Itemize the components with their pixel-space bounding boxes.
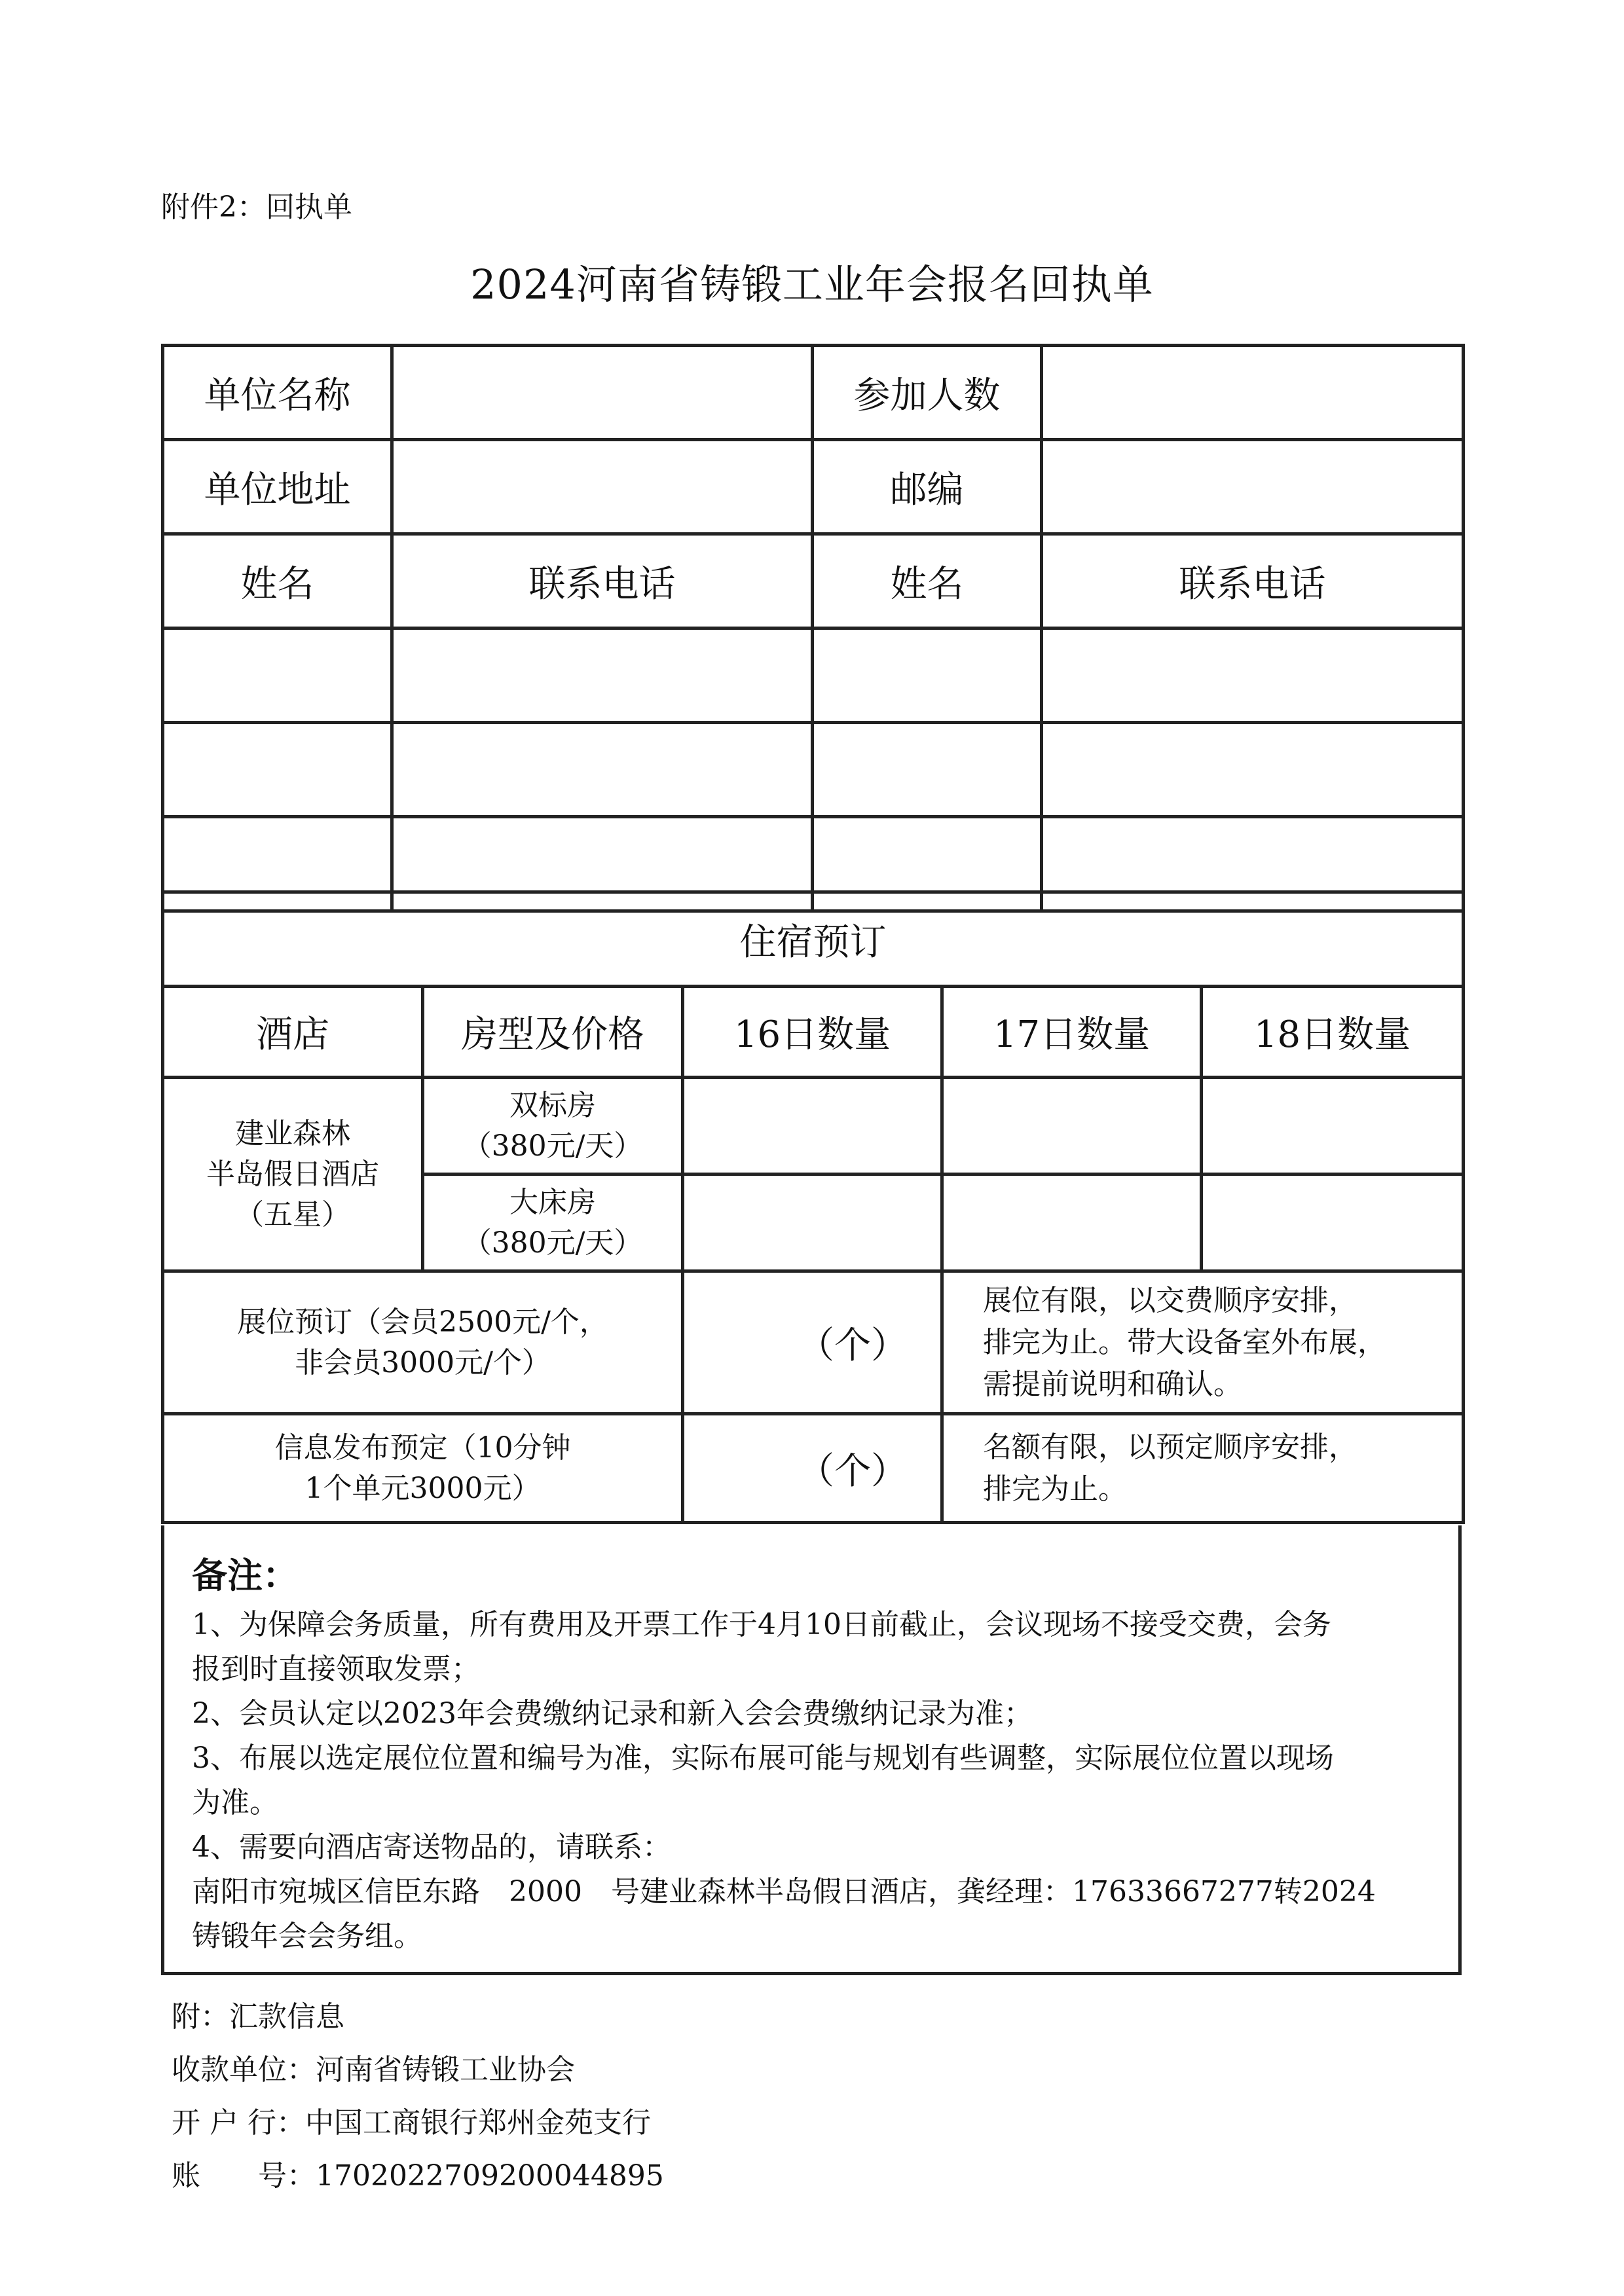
name-field[interactable] [163, 629, 392, 723]
day17-header: 17日数量 [942, 987, 1202, 1078]
name-header: 姓名 [813, 534, 1042, 629]
note-item: 南阳市宛城区信臣东路 2000 号建业森林半岛假日酒店，龚经理：17633667277转2024 [192, 1875, 1376, 1908]
notes-heading: 备注： [192, 1554, 298, 1596]
info-release-note-line: 名额有限，以预定顺序安排， [983, 1430, 1357, 1464]
twin-day18-field[interactable] [1202, 1078, 1464, 1175]
phone-field[interactable] [392, 723, 813, 817]
booth-label [163, 1271, 683, 1414]
room-price: （380元/天） [462, 1129, 643, 1163]
accommodation-table [161, 890, 1465, 1524]
day16-header: 16日数量 [683, 987, 942, 1078]
phone-header: 联系电话 [392, 534, 813, 629]
name-header: 姓名 [163, 534, 392, 629]
registration-table [161, 344, 1465, 913]
room-type-header: 房型及价格 [423, 987, 683, 1078]
info-release-label [163, 1414, 683, 1523]
name-field[interactable] [813, 723, 1042, 817]
hotel-name-line: 半岛假日酒店 [206, 1157, 379, 1191]
table-row [163, 629, 1464, 723]
attachment-label: 附件2：回执单 [161, 191, 352, 224]
room-type-twin [423, 1078, 683, 1175]
info-release-note [942, 1414, 1464, 1523]
hotel-star-rating: （五星） [235, 1197, 350, 1231]
name-field[interactable] [813, 629, 1042, 723]
postcode-field[interactable] [1042, 440, 1464, 534]
king-day18-field[interactable] [1202, 1175, 1464, 1271]
twin-day17-field[interactable] [942, 1078, 1202, 1175]
account-number: 账 号：1702022709200044895 [172, 2159, 664, 2193]
payee: 收款单位：河南省铸锻工业协会 [172, 2053, 575, 2086]
note-item: 铸锻年会会务组。 [192, 1920, 422, 1953]
booth-label-line: 非会员3000元/个） [295, 1345, 551, 1379]
info-release-label-line: 信息发布预定（10分钟 [274, 1430, 571, 1465]
room-price: （380元/天） [462, 1226, 643, 1260]
phone-header: 联系电话 [1042, 534, 1464, 629]
twin-day16-field[interactable] [683, 1078, 942, 1175]
note-item: 4、需要向酒店寄送物品的，请联系： [192, 1831, 671, 1864]
info-release-label-line: 1个单元3000元） [304, 1471, 541, 1505]
page-title: 2024河南省铸锻工业年会报名回执单 [470, 261, 1154, 308]
table-row [163, 723, 1464, 817]
accommodation-section-title: 住宿预订 [163, 892, 1464, 987]
booth-label-line: 展位预订（会员2500元/个， [237, 1305, 608, 1339]
room-type-label: 大床房 [509, 1185, 596, 1219]
unit-name-label: 单位名称 [163, 346, 392, 440]
postcode-label: 邮编 [813, 440, 1042, 534]
booth-note-line: 展位有限，以交费顺序安排， [983, 1283, 1357, 1317]
booth-quantity-field[interactable]: （个） [683, 1271, 942, 1414]
attendees-label: 参加人数 [813, 346, 1042, 440]
note-item: 1、为保障会务质量，所有费用及开票工作于4月10日前截止，会议现场不接受交费，会务 [192, 1608, 1331, 1641]
hotel-name [163, 1078, 423, 1271]
room-type-label: 双标房 [509, 1088, 596, 1122]
note-item: 为准。 [192, 1786, 278, 1819]
booth-note-line: 排完为止。带大设备室外布展， [983, 1325, 1386, 1359]
note-item: 报到时直接领取发票； [192, 1652, 480, 1686]
king-day17-field[interactable] [942, 1175, 1202, 1271]
king-day16-field[interactable] [683, 1175, 942, 1271]
booth-note-line: 需提前说明和确认。 [983, 1367, 1242, 1401]
note-item: 3、布展以选定展位位置和编号为准，实际布展可能与规划有些调整，实际展位位置以现场 [192, 1741, 1334, 1775]
notes-box [161, 1525, 1462, 1975]
unit-address-field[interactable] [392, 440, 813, 534]
note-item: 2、会员认定以2023年会费缴纳记录和新入会会费缴纳记录为准； [192, 1697, 1033, 1730]
room-type-king [423, 1175, 683, 1271]
bank-name: 开 户 行：中国工商银行郑州金苑支行 [172, 2106, 651, 2140]
booth-note [942, 1271, 1464, 1414]
info-release-quantity-field[interactable]: （个） [683, 1414, 942, 1523]
payment-info [172, 1990, 664, 2202]
phone-field[interactable] [1042, 723, 1464, 817]
hotel-header: 酒店 [163, 987, 423, 1078]
name-field[interactable] [163, 723, 392, 817]
phone-field[interactable] [392, 629, 813, 723]
unit-address-label: 单位地址 [163, 440, 392, 534]
phone-field[interactable] [1042, 629, 1464, 723]
unit-name-field[interactable] [392, 346, 813, 440]
attendees-field[interactable] [1042, 346, 1464, 440]
day18-header: 18日数量 [1202, 987, 1464, 1078]
hotel-name-line: 建业森林 [235, 1116, 350, 1150]
info-release-note-line: 排完为止。 [983, 1472, 1127, 1506]
payment-heading: 附：汇款信息 [172, 2000, 344, 2033]
